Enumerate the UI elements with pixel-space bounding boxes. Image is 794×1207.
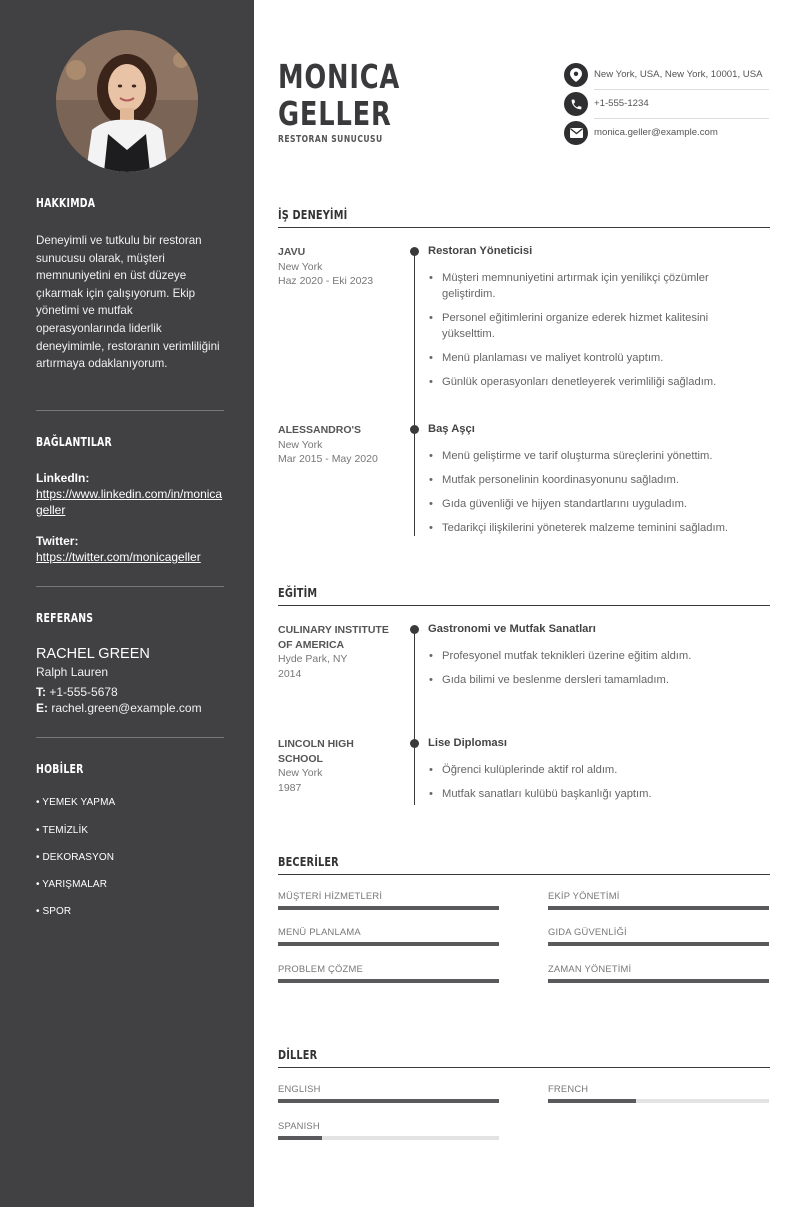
school-year: 1987 [278, 781, 302, 794]
job-bullets [428, 270, 758, 398]
experience-heading: İŞ DENEYİMİ [278, 207, 348, 222]
skill-bar [548, 942, 769, 946]
skill-name: EKİP YÖNETİMİ [548, 890, 620, 901]
hobby-item: • TEMİZLİK [36, 825, 89, 836]
school-year: 2014 [278, 667, 302, 680]
language-bar-fill [548, 1099, 636, 1103]
section-rule [278, 1067, 770, 1068]
language-name: FRENCH [548, 1083, 589, 1094]
reference-phone-value: +1-555-5678 [49, 685, 118, 699]
full-name [278, 58, 400, 132]
skill-bar [548, 906, 769, 910]
skill-bar-fill [548, 979, 769, 983]
hobby-item: • YARIŞMALAR [36, 879, 108, 890]
divider [36, 737, 224, 738]
language-bar-fill [278, 1136, 322, 1140]
envelope-icon [564, 121, 588, 145]
skill-bar [278, 942, 499, 946]
language-bar [548, 1099, 769, 1103]
school-meta [278, 623, 390, 681]
skill-bar [278, 979, 499, 983]
about-text: Deneyimli ve tutkulu bir restoran sunucusu olarak, müşteri memnuniyetini en üst düzeye çıkarmak için çalışıyorum. Ekip yönetimi ve mutfak operasyonlarında liderlik deneyimimle, restoranın verimliliğini artırmaya odaklanıyorum. [36, 234, 220, 371]
language-item [548, 1083, 769, 1103]
location-pin-icon [564, 63, 588, 87]
bullet-item: • Gıda güvenliği ve hijyen standartlarını uyguladım. [428, 496, 758, 512]
skill-bar-fill [278, 979, 499, 983]
bullet-item: • Tedarikçi ilişkilerini yöneterek malzeme teminini sağladım. [428, 520, 758, 536]
skill-bar-fill [548, 906, 769, 910]
skill-item [278, 926, 499, 946]
job-dates: Mar 2015 - May 2020 [278, 453, 378, 465]
timeline-dot [410, 625, 419, 634]
sidebar [0, 0, 254, 1207]
education-bullets [428, 762, 758, 810]
section-rule [278, 874, 770, 875]
bullet-item: • Profesyonel mutfak teknikleri üzerine eğitim aldım. [428, 648, 758, 664]
skill-bar-fill [278, 906, 499, 910]
language-item [278, 1083, 499, 1103]
language-item [278, 1120, 499, 1140]
job-meta [278, 245, 390, 289]
bullet-item: • Menü geliştirme ve tarif oluşturma süreçlerini yönettim. [428, 448, 758, 464]
phone-icon [564, 92, 588, 116]
education-bullets [428, 648, 758, 696]
bullet-item: • Müşteri memnuniyetini artırmak için yenilikçi çözümler geliştirdim. [428, 270, 758, 302]
job-dates: Haz 2020 - Eki 2023 [278, 275, 374, 287]
reference-email-value: rachel.green@example.com [51, 701, 202, 715]
school-meta [278, 737, 390, 795]
reference-phone-label: T: [36, 685, 46, 699]
section-rule [278, 605, 770, 606]
hobbies-heading: HOBİLER [36, 762, 84, 776]
job-title: Baş Aşçı [428, 423, 475, 435]
timeline-dot [410, 425, 419, 434]
hobby-item: • YEMEK YAPMA [36, 797, 116, 808]
skill-name: GIDA GÜVENLİĞİ [548, 926, 627, 937]
reference-company: Ralph Lauren [36, 665, 109, 679]
experience-timeline [414, 252, 415, 536]
school-name: LINCOLN HIGH SCHOOL [278, 738, 354, 765]
skill-name: MENÜ PLANLAMA [278, 926, 361, 937]
linkedin-label: LinkedIn: [36, 471, 90, 485]
language-bar [278, 1099, 499, 1103]
language-name: SPANISH [278, 1120, 320, 1131]
skill-name: MÜŞTERİ HİZMETLERİ [278, 890, 383, 901]
job-company: ALESSANDRO'S [278, 424, 362, 436]
skills-heading: BECERİLER [278, 854, 339, 869]
phone-text: +1-555-1234 [594, 98, 649, 109]
skill-bar [278, 906, 499, 910]
job-meta [278, 423, 390, 467]
job-bullets [428, 448, 758, 544]
skill-item [548, 963, 769, 983]
reference-email-label: E: [36, 701, 48, 715]
divider [36, 410, 224, 411]
skill-item [278, 890, 499, 910]
links-heading: BAĞLANTILAR [36, 435, 112, 449]
skill-bar-fill [278, 942, 499, 946]
hobby-item: • SPOR [36, 906, 72, 917]
skill-item [548, 890, 769, 910]
twitter-label: Twitter: [36, 534, 79, 548]
bullet-item: • Mutfak personelinin koordinasyonunu sağladım. [428, 472, 758, 488]
language-bar [278, 1136, 499, 1140]
skill-item [548, 926, 769, 946]
linkedin-link[interactable]: https://www.linkedin.com/in/monicageller [36, 487, 223, 517]
contact-email [564, 119, 769, 147]
profile-photo [56, 30, 198, 172]
education-heading: EĞİTİM [278, 585, 318, 600]
reference-heading: REFERANS [36, 611, 94, 625]
email-text: monica.geller@example.com [594, 127, 718, 138]
hobby-item: • DEKORASYON [36, 852, 115, 863]
timeline-dot [410, 739, 419, 748]
address-text: New York, USA, New York, 10001, USA [594, 69, 763, 80]
bullet-item: • Günlük operasyonları denetleyerek verimliliği sağladım. [428, 374, 758, 390]
bullet-item: • Öğrenci kulüplerinde aktif rol aldım. [428, 762, 758, 778]
reference-phone [36, 685, 118, 699]
skill-bar [548, 979, 769, 983]
last-name: GELLER [278, 94, 392, 133]
first-name: MONICA [278, 57, 401, 96]
language-name: ENGLISH [278, 1083, 321, 1094]
bullet-item: • Gıda bilimi ve beslenme dersleri tamamladım. [428, 672, 758, 688]
twitter-link[interactable]: https://twitter.com/monicageller [36, 550, 201, 564]
degree-title: Lise Diploması [428, 737, 507, 749]
job-location: New York [278, 438, 323, 451]
bullet-item: • Mutfak sanatları kulübü başkanlığı yaptım. [428, 786, 758, 802]
school-name: CULINARY INSTITUTE OF AMERICA [278, 624, 389, 651]
timeline-dot [410, 247, 419, 256]
contact-phone [564, 90, 769, 118]
skill-name: PROBLEM ÇÖZME [278, 963, 363, 974]
job-title: Restoran Yöneticisi [428, 245, 533, 257]
bullet-item: • Personel eğitimlerini organize ederek hizmet kalitesini yükselttim. [428, 310, 758, 342]
skill-bar-fill [548, 942, 769, 946]
bullet-item: • Menü planlaması ve maliyet kontrolü yaptım. [428, 350, 758, 366]
language-bar-fill [278, 1099, 499, 1103]
section-rule [278, 227, 770, 228]
divider [36, 586, 224, 587]
reference-email [36, 701, 202, 715]
job-company: JAVU [278, 246, 306, 258]
about-heading: HAKKIMDA [36, 196, 96, 210]
skill-item [278, 963, 499, 983]
job-role: RESTORAN SUNUCUSU [278, 134, 383, 145]
job-location: New York [278, 260, 323, 273]
school-location: New York [278, 767, 323, 779]
skill-name: ZAMAN YÖNETİMİ [548, 963, 632, 974]
reference-name: RACHEL GREEN [36, 646, 150, 662]
education-timeline [414, 630, 415, 805]
school-location: Hyde Park, NY [278, 653, 348, 665]
portrait-illustration [56, 30, 198, 172]
degree-title: Gastronomi ve Mutfak Sanatları [428, 623, 596, 635]
contact-address [564, 61, 769, 89]
languages-heading: DİLLER [278, 1047, 318, 1062]
